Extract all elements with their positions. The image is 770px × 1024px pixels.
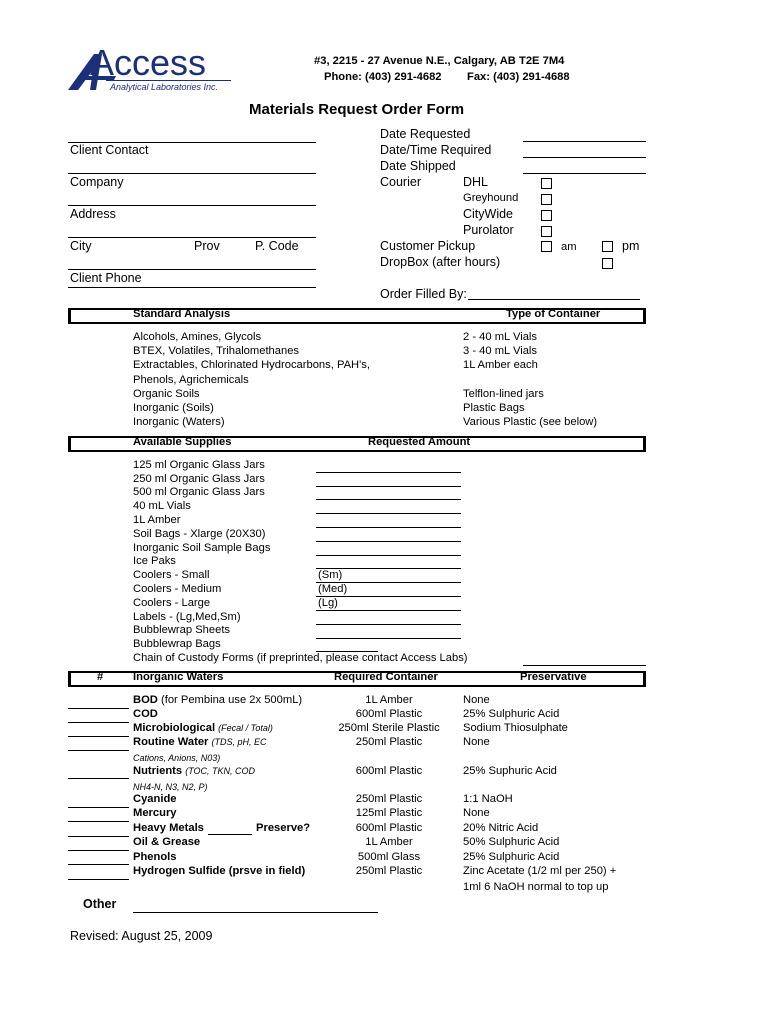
revised-date: Revised: August 25, 2009 [70,929,213,943]
quantity-field[interactable] [68,807,129,808]
logo-name: Access [90,42,207,83]
other-field[interactable] [133,912,378,913]
pickup-am-checkbox[interactable] [541,241,552,252]
required-container: 600ml Plastic [355,708,423,720]
quantity-field[interactable] [68,736,129,737]
supply-item: Bubblewrap Sheets [133,624,231,636]
required-container: 125ml Plastic [355,807,423,819]
test-routine-note: (TDS, pH, EC [211,737,267,747]
supply-amount-field[interactable] [316,541,461,542]
customer-pickup-label: Customer Pickup [380,239,476,253]
address-label: Address [70,207,116,221]
courier-greyhound-label: Greyhound [463,192,519,204]
metals-preserve-field[interactable] [208,834,252,835]
client-contact-field[interactable] [68,173,316,174]
supply-item: 1L Amber [133,514,181,526]
form-title: Materials Request Order Form [249,101,465,118]
cooler-size-small: (Sm) [318,569,343,581]
supply-item: 250 ml Organic Glass Jars [133,473,265,485]
courier-purolator-label: Purolator [463,223,514,237]
courier-greyhound-checkbox[interactable] [541,194,552,205]
lab-fax: Fax: (403) 291-4688 [467,71,570,83]
preservative: 25% Suphuric Acid [463,765,557,777]
supply-amount-field[interactable] [316,486,461,487]
quantity-field[interactable] [68,722,129,723]
test-nutrients [133,765,255,777]
container-item: Telflon-lined jars [463,388,544,400]
test-metals-preserve: Preserve? [256,822,311,834]
preservative: None [463,694,490,706]
courier-label: Courier [380,175,421,189]
quantity-field[interactable] [68,836,129,837]
required-container: 600ml Plastic [355,765,423,777]
test-micro [133,722,273,734]
container-item: Various Plastic (see below) [463,416,598,428]
test-cyanide: Cyanide [133,793,177,805]
date-required-label: Date/Time Required [380,143,492,157]
supply-amount-field[interactable] [316,610,461,611]
test-bod-label: BOD [133,694,158,706]
preservative: 50% Sulphuric Acid [463,836,560,848]
order-filled-field[interactable] [468,299,640,300]
required-container-header: Required Container [334,671,438,683]
analysis-item: Phenols, Agrichemicals [133,374,249,386]
test-micro-note: (Fecal / Total) [218,723,273,733]
address-field[interactable] [68,237,316,238]
cooler-size-medium: (Med) [318,583,348,595]
test-phenols: Phenols [133,851,177,863]
supply-amount-field[interactable] [316,513,461,514]
cooler-size-large: (Lg) [318,597,338,609]
prov-label: Prov [194,239,220,253]
analysis-item: Alcohols, Amines, Glycols [133,331,262,343]
date-shipped-field[interactable] [523,173,646,174]
container-item: 3 - 40 mL Vials [463,345,537,357]
quantity-field[interactable] [68,750,129,751]
date-shipped-label: Date Shipped [380,159,456,173]
courier-citywide-checkbox[interactable] [541,210,552,221]
preservative: 25% Sulphuric Acid [463,708,560,720]
chain-of-custody-note: Chain of Custody Forms (if preprinted, please contact Access Labs) [133,652,468,664]
date-requested-label: Date Requested [380,127,471,141]
other-label: Other [83,897,117,911]
container-item: Plastic Bags [463,402,525,414]
test-cod: COD [133,708,158,720]
preservative: 1:1 NaOH [463,793,513,805]
company-field[interactable] [68,205,316,206]
required-container: 250ml Plastic [355,865,423,877]
preservative: 25% Sulphuric Acid [463,851,560,863]
client-phone-label: Client Phone [70,271,142,285]
supply-amount-field[interactable] [316,624,461,625]
supply-amount-field[interactable] [316,555,461,556]
city-label: City [70,239,92,253]
test-metals: Heavy Metals [133,822,204,834]
quantity-field[interactable] [68,821,129,822]
preservative: None [463,807,490,819]
analysis-item: Extractables, Chlorinated Hydrocarbons, PAH's, [133,359,370,371]
logo-subtitle: Analytical Laboratories Inc. [110,82,219,92]
supply-item: Soil Bags - Xlarge (20X30) [133,528,266,540]
test-routine-label: Routine Water [133,736,209,748]
required-container: 250ml Sterile Plastic [338,722,440,734]
client-contact-label: Client Contact [70,143,149,157]
preservative: None [463,736,490,748]
supply-item: Coolers - Large [133,597,211,609]
supply-item: 500 ml Organic Glass Jars [133,486,265,498]
required-container: 600ml Plastic [355,822,423,834]
supply-item: Coolers - Small [133,569,210,581]
courier-dhl-checkbox[interactable] [541,178,552,189]
preservative-header: Preservative [520,671,587,683]
dropbox-label: DropBox (after hours) [380,255,501,269]
supply-item: 40 mL Vials [133,500,191,512]
pickup-am-label: am [561,241,577,253]
inorganic-header: Inorganic Waters [133,671,224,683]
quantity-field[interactable] [68,708,129,709]
quantity-field[interactable] [68,864,129,865]
analysis-item: Organic Soils [133,388,200,400]
test-routine-note2: Cations, Anions, N03) [133,753,221,763]
pcode-label: P. Code [255,239,299,253]
supply-item: Coolers - Medium [133,583,222,595]
test-h2s: Hydrogen Sulfide (prsve in field) [133,865,306,877]
supply-item: Ice Paks [133,555,176,567]
test-routine [133,736,267,748]
requested-amount-header: Requested Amount [368,436,471,448]
supply-item: 125 ml Organic Glass Jars [133,459,265,471]
supply-amount-field[interactable] [316,527,461,528]
date-requested-field[interactable] [523,141,646,142]
chain-of-custody-field[interactable] [523,665,646,666]
analysis-item: Inorganic (Waters) [133,416,225,428]
supply-amount-field[interactable] [316,638,461,639]
supply-amount-field[interactable] [316,472,461,473]
preservative: 1ml 6 NaOH normal to top up [463,881,609,893]
container-item: 2 - 40 mL Vials [463,331,537,343]
pickup-pm-checkbox[interactable] [602,241,613,252]
number-header: # [97,671,104,683]
container-type-header: Type of Container [506,308,601,320]
test-mercury: Mercury [133,807,177,819]
analysis-item: BTEX, Volatiles, Trihalomethanes [133,345,300,357]
preservative: Sodium Thiosulphate [463,722,568,734]
test-oil: Oil & Grease [133,836,201,848]
supply-item: Labels - (Lg,Med,Sm) [133,611,241,623]
date-required-field[interactable] [523,157,646,158]
required-container: 250ml Plastic [355,736,423,748]
courier-citywide-label: CityWide [463,207,514,221]
required-container: 1L Amber [365,836,413,848]
test-nutrients-note: (TOC, TKN, COD [185,766,256,776]
lab-address: #3, 2215 - 27 Avenue N.E., Calgary, AB T2E 7M4 [314,55,565,67]
quantity-field[interactable] [68,778,129,779]
test-bod [133,694,302,706]
test-micro-label: Microbiological [133,722,216,734]
standard-analysis-header: Standard Analysis [133,308,231,320]
supply-amount-field[interactable] [316,499,461,500]
required-container: 250ml Plastic [355,793,423,805]
test-nutrients-note2: NH4-N, N3, N2, P) [133,782,208,792]
container-item: 1L Amber each [463,359,538,371]
test-bod-note: (for Pembina use 2x 500mL) [160,694,303,706]
dropbox-checkbox[interactable] [602,258,613,269]
supplies-header: Available Supplies [133,436,232,448]
required-container: 1L Amber [365,694,413,706]
company-label: Company [70,175,124,189]
lab-phone: Phone: (403) 291-4682 [324,71,442,83]
analysis-item: Inorganic (Soils) [133,402,214,414]
preservative: Zinc Acetate (1/2 ml per 250) + [463,865,617,877]
supply-item: Bubblewrap Bags [133,638,221,650]
test-nutrients-label: Nutrients [133,765,183,777]
supply-item: Inorganic Soil Sample Bags [133,542,271,554]
pickup-pm-label: pm [622,239,640,253]
order-filled-label: Order Filled By: [380,287,467,301]
access-logo [66,42,231,95]
quantity-field[interactable] [68,879,129,880]
courier-purolator-checkbox[interactable] [541,226,552,237]
city-field[interactable] [68,269,316,270]
courier-dhl-label: DHL [463,175,489,189]
required-container: 500ml Glass [357,851,421,863]
client-phone-field[interactable] [68,287,316,288]
preservative: 20% Nitric Acid [463,822,539,834]
quantity-field[interactable] [68,850,129,851]
